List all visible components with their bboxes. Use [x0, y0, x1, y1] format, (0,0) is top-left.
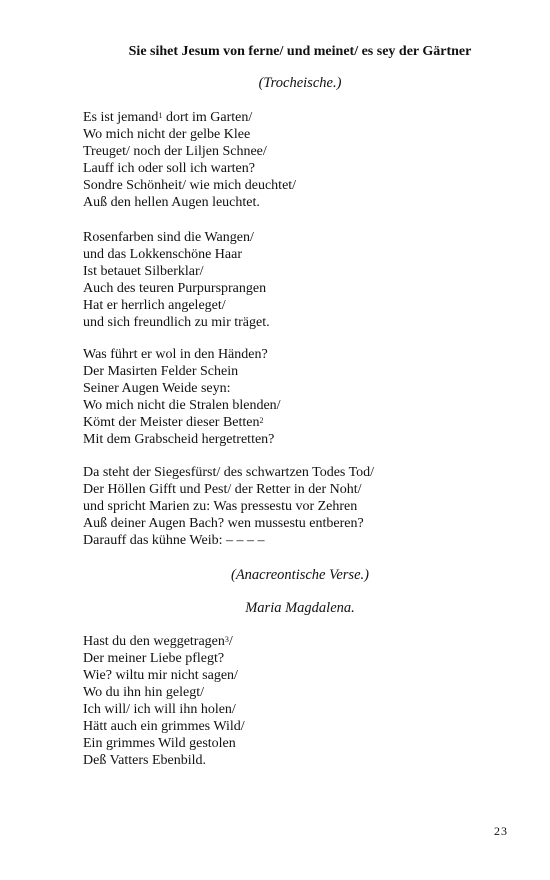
stanza-2 — [83, 229, 270, 331]
verse-line — [83, 532, 374, 549]
verse-text: Mit dem Grabscheid hergetretten? — [83, 432, 275, 447]
verse-text: Der Höllen Gifft und Pest/ der Retter in der Noht/ — [83, 482, 362, 497]
verse-text: Der meiner Liebe pflegt? — [83, 651, 225, 666]
verse-text: Auß den hellen Augen leuchtet. — [83, 195, 260, 210]
verse-text: und spricht Marien zu: Was pressestu vor Zehren — [83, 499, 358, 514]
verse-text-continued: / — [228, 634, 233, 649]
verse-line — [83, 397, 281, 414]
verse-text: Hast du den weggetragen — [83, 634, 225, 649]
verse-text: Auß deiner Augen Bach? wen mussestu entberen? — [83, 516, 364, 531]
verse-text: Kömt der Meister dieser Betten — [83, 415, 260, 430]
verse-line — [83, 314, 270, 331]
verse-line — [83, 464, 374, 481]
stanza-4 — [83, 464, 374, 549]
footnote-marker: 1 — [158, 111, 163, 120]
verse-text: Ich will/ ich will ihn holen/ — [83, 702, 236, 717]
verse-line — [83, 263, 270, 280]
verse-text: und sich freundlich zu mir träget. — [83, 315, 270, 330]
verse-line — [83, 735, 245, 752]
page-title: Sie sihet Jesum von ferne/ und meinet/ es sey der Gärtner — [128, 44, 472, 59]
verse-text-continued: dort im Garten/ — [162, 110, 253, 125]
stanza-1 — [83, 109, 296, 211]
verse-line — [83, 246, 270, 263]
verse-line — [83, 380, 281, 397]
verse-line — [83, 667, 245, 684]
verse-text: Lauff ich oder soll ich warten? — [83, 161, 255, 176]
verse-text: Wo mich nicht der gelbe Klee — [83, 127, 251, 142]
verse-text: Was führt er wol in den Händen? — [83, 347, 268, 362]
verse-text: Wo mich nicht die Stralen blenden/ — [83, 398, 281, 413]
stanza-3 — [83, 346, 281, 448]
speaker-name: Maria Magdalena. — [245, 600, 355, 616]
verse-line — [83, 297, 270, 314]
verse-text: Hat er herrlich angeleget/ — [83, 298, 226, 313]
verse-text: Hätt auch ein grimmes Wild/ — [83, 719, 245, 734]
verse-line — [83, 701, 245, 718]
verse-text: Da steht der Siegesfürst/ des schwartzen Todes Tod/ — [83, 465, 375, 480]
verse-text: Wo du ihn hin gelegt/ — [83, 685, 204, 700]
verse-text: Rosenfarben sind die Wangen/ — [83, 230, 254, 245]
footnote-marker: 2 — [259, 416, 264, 425]
verse-text: Auch des teuren Purpursprangen — [83, 281, 267, 296]
footnote-marker: 3 — [224, 635, 229, 644]
verse-line — [83, 515, 374, 532]
verse-line — [83, 481, 374, 498]
verse-line — [83, 752, 245, 769]
verse-text: und das Lokkenschöne Haar — [83, 247, 243, 262]
verse-text: Deß Vatters Ebenbild. — [83, 753, 206, 768]
verse-line — [83, 498, 374, 515]
verse-text: Seiner Augen Weide seyn: — [83, 381, 231, 396]
verse-text: Wie? wiltu mir nicht sagen/ — [83, 668, 238, 683]
verse-line — [83, 633, 245, 650]
stanza-5 — [83, 633, 245, 769]
verse-line — [83, 143, 296, 160]
verse-line — [83, 194, 296, 211]
verse-text: Sondre Schönheit/ wie mich deuchtet/ — [83, 178, 297, 193]
verse-line — [83, 414, 281, 431]
section-label-trocheische: (Trocheische.) — [258, 75, 342, 91]
verse-line — [83, 363, 281, 380]
verse-line — [83, 346, 281, 363]
verse-line — [83, 684, 245, 701]
page-number: 23 — [494, 824, 508, 838]
verse-line — [83, 109, 296, 126]
verse-line — [83, 280, 270, 297]
verse-line — [83, 177, 296, 194]
verse-text: Treuget/ noch der Liljen Schnee/ — [83, 144, 267, 159]
verse-line — [83, 718, 245, 735]
verse-line — [83, 126, 296, 143]
verse-text: Ein grimmes Wild gestolen — [83, 736, 236, 751]
verse-text: Ist betauet Silberklar/ — [83, 264, 204, 279]
verse-text: Der Masirten Felder Schein — [83, 364, 239, 379]
section-label-anacreontische: (Anacreontische Verse.) — [231, 567, 369, 583]
verse-line — [83, 431, 281, 448]
verse-line — [83, 160, 296, 177]
verse-line — [83, 229, 270, 246]
verse-text: Es ist jemand — [83, 110, 159, 125]
verse-line — [83, 650, 245, 667]
verse-text: Darauff das kühne Weib: – – – – — [83, 533, 265, 548]
